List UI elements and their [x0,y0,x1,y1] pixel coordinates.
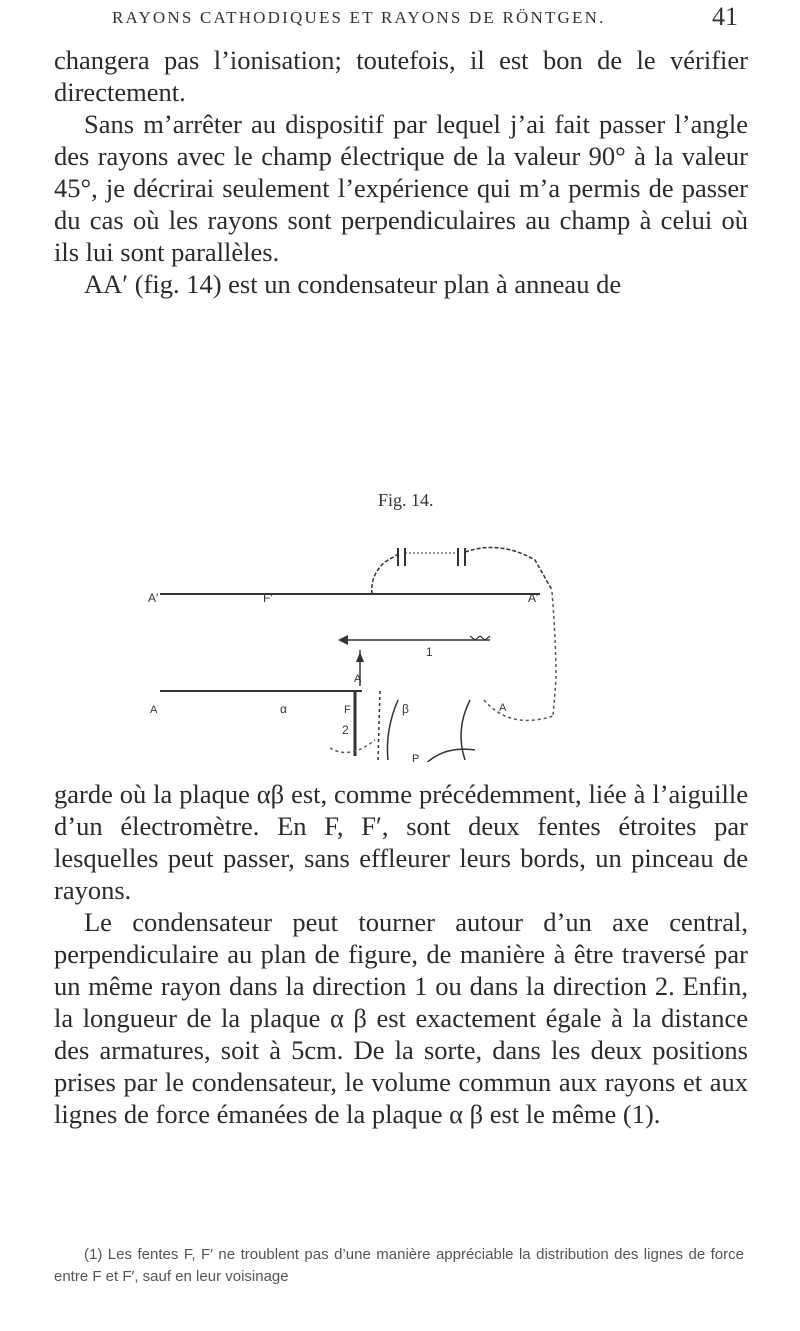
arrow-left [338,635,348,645]
upper-curve-left [372,553,400,594]
label-f-prime: F′ [263,591,273,605]
running-header: RAYONS CATHODIQUES ET RAYONS DE RÖNTGEN. [112,8,606,27]
footnote-text: (1) Les fentes F, F′ ne troublent pas d’une manière appréciable la distribution des lignes de force entre F et F′, sauf en leur voisinage [54,1246,744,1285]
label-one: 1 [426,645,433,659]
label-two: 2 [342,723,349,737]
label-a-right: A [499,702,507,714]
paragraph: garde où la plaque αβ est, comme précédemment, liée à l’aiguille d’un électromètre. En F, F′, sont deux fentes étroites par lesquelles peut passer, sans effleurer leurs bords, un pinceau de rayons. [54,779,748,905]
label-a-prime-right: A′ [528,591,539,605]
label-a-prime-left: A′ [148,591,159,605]
label-a-left: A [150,704,158,716]
label-p: P [412,753,420,762]
figure-caption: Fig. 14. [378,490,434,510]
paragraph: Sans m’arrêter au dispositif par lequel j’ai fait passer l’angle des rayons avec le champ électrique de la valeur 90° à la valeur 45°, je décrirai seulement l’expérience qui m’a permis de passer du cas où les rayons sont perpendiculaires au champ à celui où ils lui sont parallèles. [54,109,748,267]
text-block-top [54,44,748,300]
paragraph: Le condensateur peut tourner autour d’un axe central, perpendiculaire au plan de figure, de manière à être traversé par un même rayon dans la direction 1 ou dans la direction 2. Enfin, la longueur de la plaque α β est exactement égale à la distance des armatures, soit à 5cm. De la sorte, dans les deux positions prises par le condensateur, le volume commun aux rayons et aux lignes de force émanées de la plaque α β est le même (1). [54,907,748,1129]
label-beta: β [402,702,409,716]
page-number: 41 [712,2,738,31]
paragraph: changera pas l’ionisation; toutefois, il est bon de le vérifier directement. [54,45,748,107]
right-guard-ring [552,592,556,716]
footnote [54,1244,744,1288]
paragraph: AA′ (fig. 14) est un condensateur plan à anneau de [84,269,622,299]
condenser-diagram [0,512,800,762]
label-a-upper: A [354,673,362,685]
text-block-bottom [54,778,748,1130]
upper-curve-right [465,548,552,591]
label-alpha: α [280,702,287,716]
label-f: F [344,704,351,716]
